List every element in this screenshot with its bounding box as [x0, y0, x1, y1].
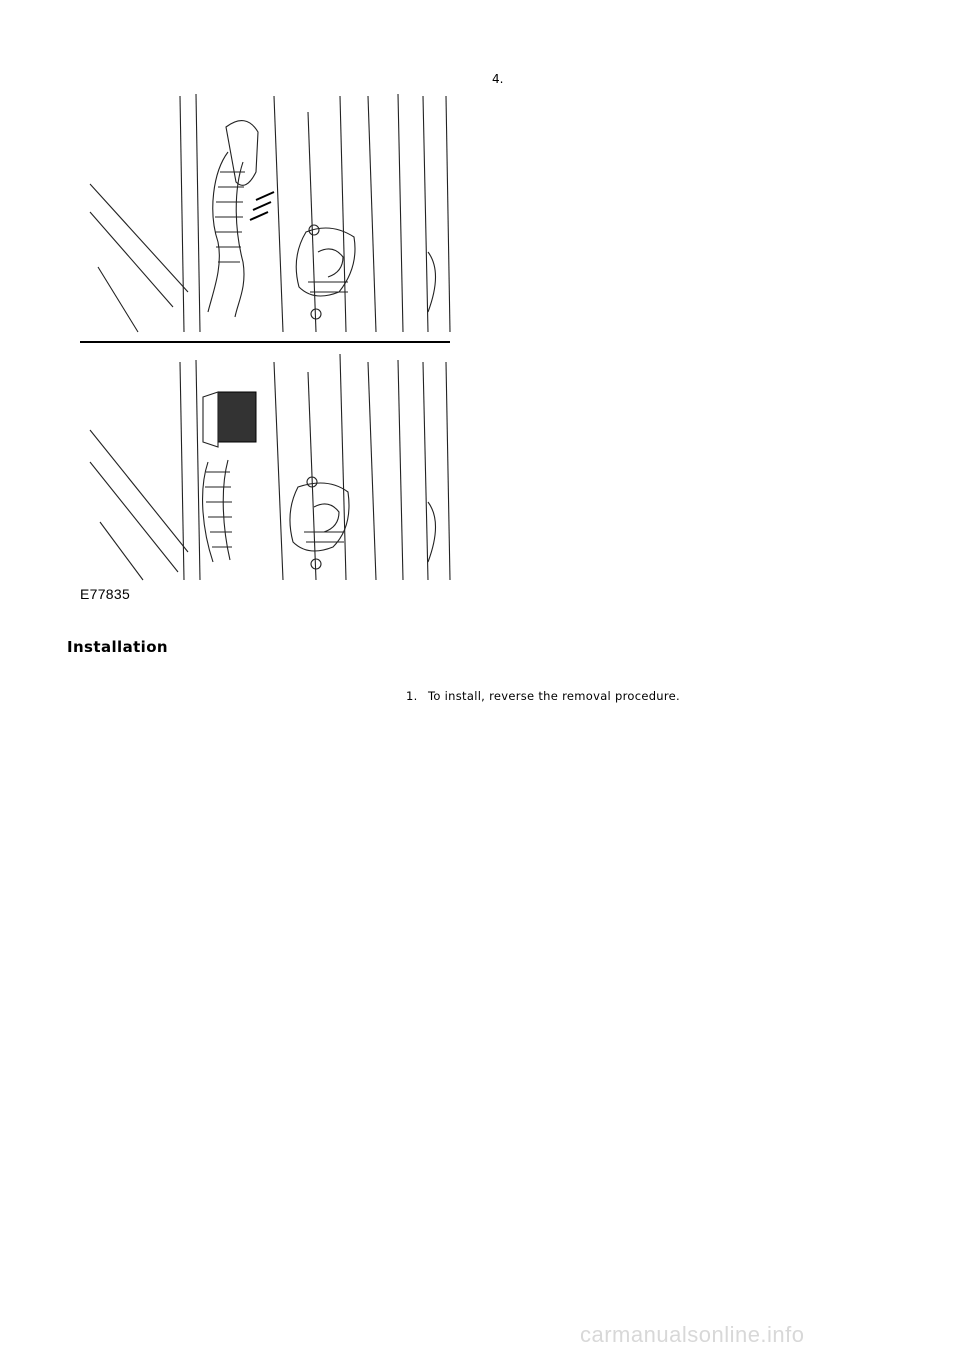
door-harness-illustration — [78, 92, 458, 592]
watermark: carmanualsonline.info — [580, 1322, 805, 1347]
step-number: 1. — [406, 689, 418, 703]
removal-step-number: 4. — [492, 72, 504, 86]
section-heading-installation: Installation — [67, 638, 168, 656]
step-text: To install, reverse the removal procedure. — [428, 689, 680, 703]
figure-label: E77835 — [80, 586, 131, 602]
installation-step — [406, 689, 680, 703]
top-panel-drawing — [90, 94, 450, 332]
bottom-panel-drawing — [90, 354, 450, 580]
